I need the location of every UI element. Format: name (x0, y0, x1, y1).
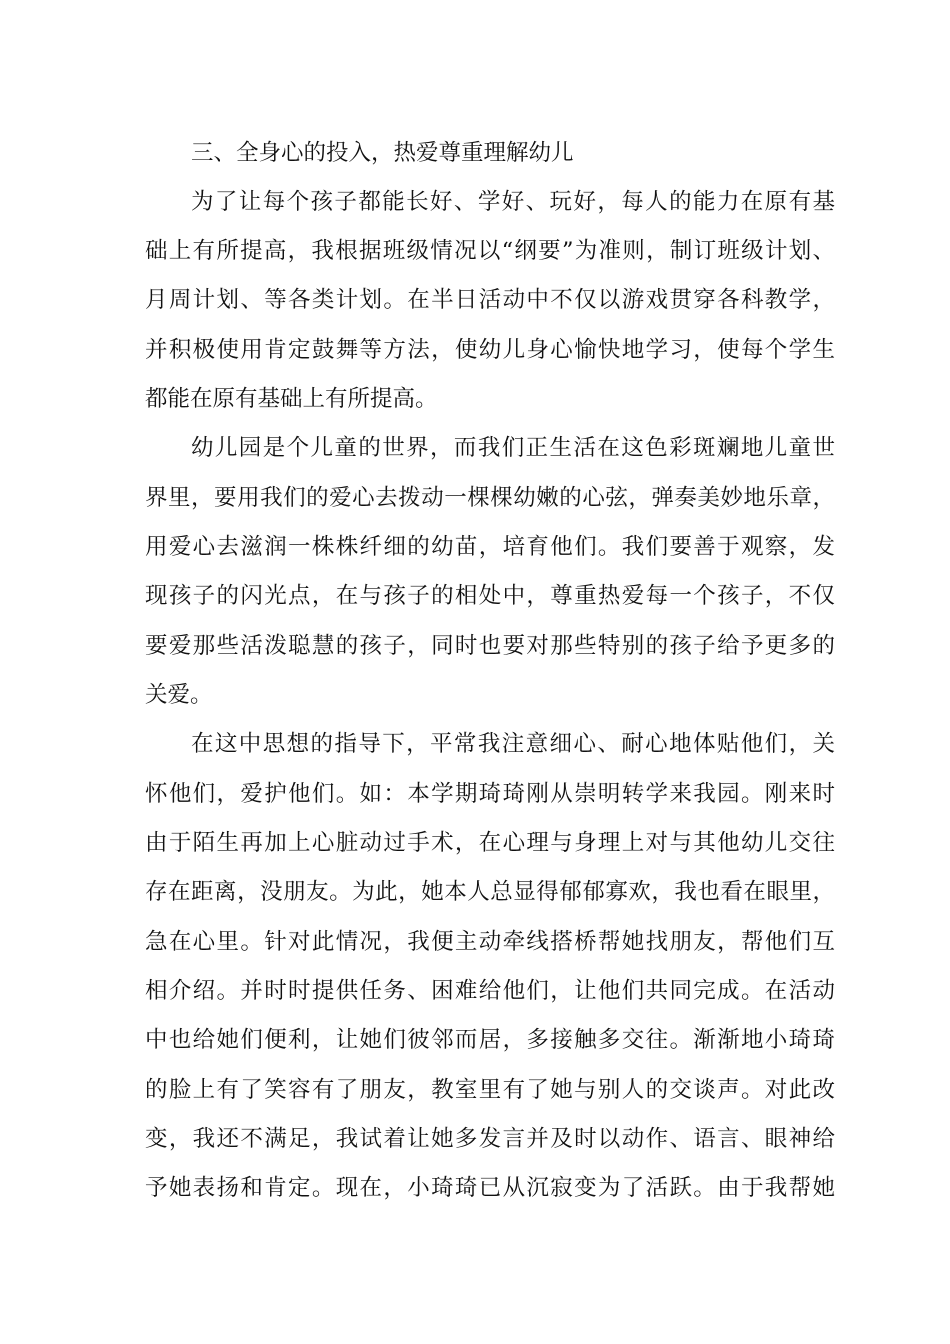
paragraph-3-line-9: 变，我还不满足，我试着让她多发言并及时以动作、语言、眼神给 (145, 1126, 835, 1152)
paragraph-1-line-1: 为了让每个孩子都能长好、学好、玩好，每人的能力在原有基 (191, 189, 835, 215)
paragraph-1-line-2: 础上有所提高，我根据班级情况以“纲要”为准则，制订班级计划、 (145, 238, 835, 264)
paragraph-2-line-4: 现孩子的闪光点，在与孩子的相处中，尊重热爱每一个孩子，不仅 (145, 583, 835, 609)
section-heading: 三、全身心的投入，热爱尊重理解幼儿 (191, 140, 574, 166)
paragraph-2-line-5: 要爱那些活泼聪慧的孩子，同时也要对那些特别的孩子给予更多的 (145, 633, 835, 659)
paragraph-3-line-7: 中也给她们便利，让她们彼邻而居，多接触多交往。渐渐地小琦琦 (145, 1027, 835, 1053)
paragraph-3-line-8: 的脸上有了笑容有了朋友，教室里有了她与别人的交谈声。对此改 (145, 1077, 835, 1103)
paragraph-3-line-6: 相介绍。并时时提供任务、困难给他们，让他们共同完成。在活动 (145, 978, 835, 1004)
paragraph-3-line-1: 在这中思想的指导下，平常我注意细心、耐心地体贴他们，关 (191, 731, 835, 757)
paragraph-2-line-1: 幼儿园是个儿童的世界，而我们正生活在这色彩斑斓地儿童世 (191, 435, 835, 461)
paragraph-1-line-4: 并积极使用肯定鼓舞等方法，使幼儿身心愉快地学习，使每个学生 (145, 337, 835, 363)
paragraph-3-line-4: 存在距离，没朋友。为此，她本人总显得郁郁寡欢，我也看在眼里， (145, 879, 835, 905)
paragraph-3-line-10: 予她表扬和肯定。现在，小琦琦已从沉寂变为了活跃。由于我帮她 (145, 1175, 835, 1201)
paragraph-3-line-2: 怀他们，爱护他们。如：本学期琦琦刚从崇明转学来我园。刚来时 (145, 781, 835, 807)
paragraph-3-line-3: 由于陌生再加上心脏动过手术，在心理与身理上对与其他幼儿交往 (145, 830, 835, 856)
paragraph-2-line-3: 用爱心去滋润一株株纤细的幼苗，培育他们。我们要善于观察，发 (145, 534, 835, 560)
paragraph-3-line-5: 急在心里。针对此情况，我便主动牵线搭桥帮她找朋友，帮他们互 (145, 929, 835, 955)
paragraph-1-line-3: 月周计划、等各类计划。在半日活动中不仅以游戏贯穿各科教学， (145, 287, 835, 313)
paragraph-2-line-2: 界里，要用我们的爱心去拨动一棵棵幼嫩的心弦，弹奏美妙地乐章， (145, 485, 835, 511)
paragraph-1-line-5: 都能在原有基础上有所提高。 (145, 386, 438, 412)
paragraph-2-line-6: 关爱。 (145, 682, 213, 708)
